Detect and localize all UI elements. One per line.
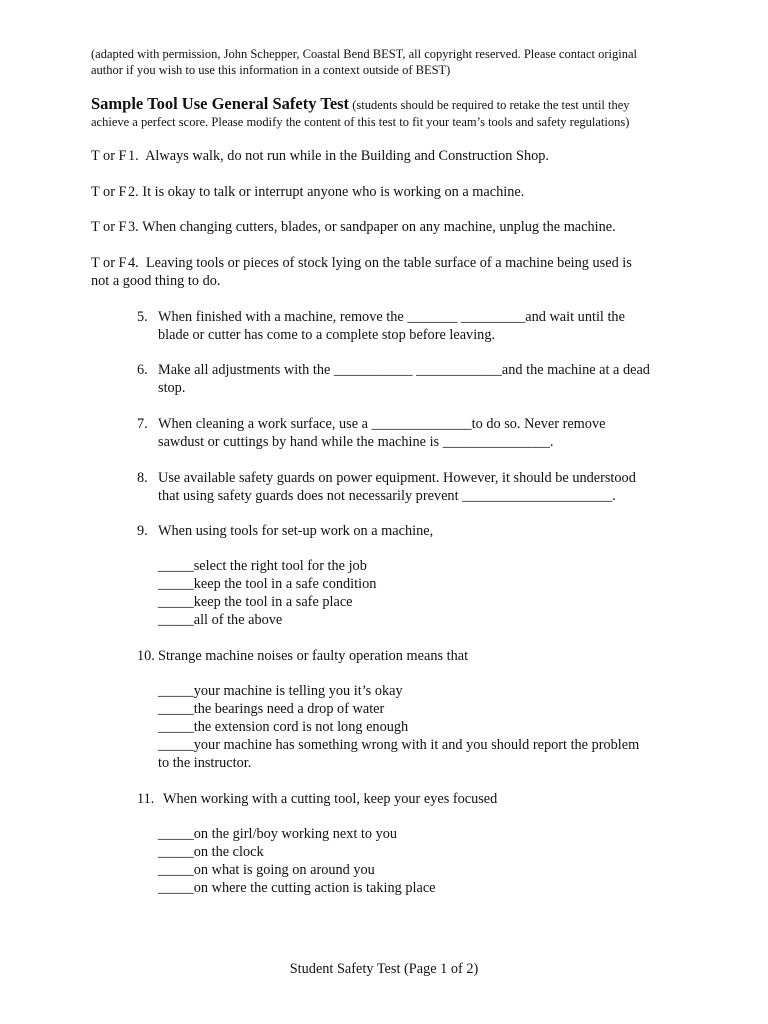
q11-option-3: _____on what is going on around you: [158, 862, 375, 878]
question-line-2: blade or cutter has come to a complete stop before leaving.: [158, 327, 496, 343]
question-number: 5.: [137, 309, 148, 325]
q9-option-1: _____select the right tool for the job: [158, 558, 367, 574]
title-note-line-2: achieve a perfect score. Please modify the content of this test to fit your team’s tools and safety regulations): [91, 115, 630, 129]
question-number: 9.: [137, 523, 148, 539]
question-10: [137, 647, 697, 665]
question-text: When changing cutters, blades, or sandpaper on any machine, unplug the machine.: [142, 219, 616, 235]
q9-option-2: _____keep the tool in a safe condition: [158, 576, 377, 592]
tf-marker: T or F: [91, 219, 127, 235]
q11-option-1: _____on the girl/boy working next to you: [158, 826, 398, 842]
title-note-line-1: (students should be required to retake the test until they: [349, 98, 630, 112]
question-number: 10.: [137, 648, 155, 664]
fill-question-6: [137, 361, 697, 397]
tf-question-3: [91, 218, 616, 236]
q11-option-2: _____on the clock: [158, 844, 264, 860]
fill-question-8: [137, 469, 697, 505]
question-line-2: that using safety guards does not necessarily prevent _____________________.: [158, 488, 616, 504]
tf-question-4-continuation: not a good thing to do.: [91, 273, 221, 289]
question-9: [137, 522, 697, 540]
question-number: 4.: [128, 255, 139, 271]
question-prompt: Strange machine noises or faulty operation means that: [158, 648, 469, 664]
question-prompt: When working with a cutting tool, keep your eyes focused: [163, 791, 498, 807]
fill-question-5: [137, 308, 697, 344]
q9-option-4: _____all of the above: [158, 612, 283, 628]
question-text: Always walk, do not run while in the Building and Construction Shop.: [145, 148, 549, 164]
question-number: 2.: [128, 184, 139, 200]
q10-option-1: _____your machine is telling you it’s okay: [158, 683, 403, 699]
question-number: 1.: [128, 148, 139, 164]
q10-option-3: _____the extension cord is not long enough: [158, 719, 409, 735]
question-11: [137, 790, 697, 808]
permission-note-line-2: author if you wish to use this information in a context outside of BEST): [91, 63, 451, 77]
tf-question-2: [91, 183, 524, 201]
q9-option-3: _____keep the tool in a safe place: [158, 594, 353, 610]
question-line-2: stop.: [158, 380, 186, 396]
question-number: 11.: [137, 791, 155, 807]
q10-option-4: _____your machine has something wrong with it and you should report the problem: [158, 737, 640, 753]
tf-question-1: [91, 147, 549, 165]
question-line-1: When cleaning a work surface, use a ______________to do so. Never remove: [158, 416, 606, 432]
question-number: 6.: [137, 362, 148, 378]
title-main: Sample Tool Use General Safety Test: [91, 94, 350, 113]
test-title: [91, 95, 630, 114]
question-text: It is okay to talk or interrupt anyone who is working on a machine.: [142, 184, 525, 200]
question-prompt: When using tools for set-up work on a machine,: [158, 523, 434, 539]
question-number: 8.: [137, 470, 148, 486]
q11-option-4: _____on where the cutting action is taking place: [158, 880, 436, 896]
permission-note-line-1: (adapted with permission, John Schepper, Coastal Bend BEST, all copyright reserved. Please contact original: [91, 47, 638, 61]
fill-question-7: [137, 415, 697, 451]
page-footer: Student Safety Test (Page 1 of 2): [289, 961, 479, 977]
tf-marker: T or F: [91, 148, 127, 164]
question-number: 3.: [128, 219, 139, 235]
question-line-2: sawdust or cuttings by hand while the machine is _______________.: [158, 434, 554, 450]
q10-option-4-continuation: to the instructor.: [158, 755, 252, 771]
question-number: 7.: [137, 416, 148, 432]
question-text: Leaving tools or pieces of stock lying on the table surface of a machine being used is: [145, 255, 632, 271]
question-line-1: When finished with a machine, remove the _______ _________and wait until the: [158, 309, 625, 325]
question-line-1: Use available safety guards on power equipment. However, it should be understood: [158, 470, 636, 486]
tf-question-4: [91, 254, 632, 272]
tf-marker: T or F: [91, 184, 127, 200]
tf-marker: T or F: [91, 255, 127, 271]
question-line-1: Make all adjustments with the ___________ ____________and the machine at a dead: [158, 362, 650, 378]
q10-option-2: _____the bearings need a drop of water: [158, 701, 385, 717]
